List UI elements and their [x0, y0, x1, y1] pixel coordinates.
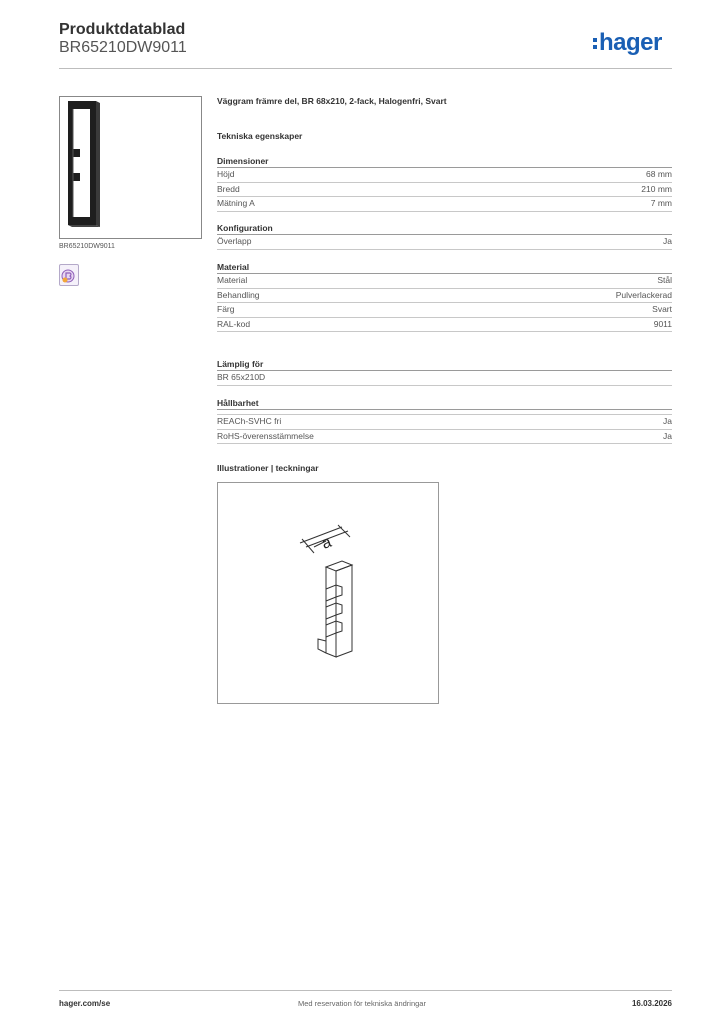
row-value: 68 mm: [646, 169, 672, 179]
row-value: 9011: [653, 318, 672, 329]
page-title: Produktdatablad: [59, 21, 186, 38]
row-label: Färg: [217, 304, 235, 314]
row-label: Behandling: [217, 289, 260, 300]
row-label: RoHS-överensstämmelse: [217, 430, 314, 441]
table-row: [217, 303, 672, 318]
row-label: Bredd: [217, 183, 240, 194]
row-label: Höjd: [217, 169, 235, 179]
section-hallbarhet: [217, 398, 672, 444]
product-frame-icon: [60, 97, 201, 238]
table-row: [217, 371, 672, 386]
illustrations-heading: Illustrationer | teckningar: [217, 463, 319, 473]
section-title: Lämplig för: [217, 359, 672, 371]
table-row: [217, 168, 672, 183]
tech-heading: Tekniska egenskaper: [217, 131, 303, 141]
row-value: Ja: [663, 430, 672, 441]
row-value: Svart: [652, 304, 672, 314]
footer-website-link[interactable]: hager.com/se: [59, 999, 111, 1008]
table-row: [217, 274, 672, 289]
row-label: BR 65x210D: [217, 372, 266, 382]
table-row: [217, 289, 672, 304]
drawing-icon: [218, 483, 438, 703]
table-row: [217, 318, 672, 333]
row-value: Pulverlackerad: [615, 289, 672, 300]
product-code: BR65210DW9011: [59, 39, 187, 56]
product-description: Väggram främre del, BR 68x210, 2-fack, Halogenfri, Svart: [217, 96, 447, 106]
row-label: REACh-SVHC fri: [217, 416, 282, 426]
technical-drawing: [217, 482, 439, 704]
section-title: Material: [217, 262, 672, 274]
row-value: Ja: [663, 416, 672, 426]
section-material: [217, 262, 672, 332]
table-row: [217, 235, 672, 250]
section-title: Dimensioner: [217, 156, 672, 168]
halogen-free-badge-icon: [59, 264, 79, 286]
row-value: Ja: [663, 236, 672, 246]
row-value: 210 mm: [641, 183, 672, 194]
footer-disclaimer: Med reservation för tekniska ändringar: [298, 999, 426, 1008]
row-value: Stål: [657, 275, 672, 285]
section-dimensioner: [217, 156, 672, 212]
footer-divider: [59, 990, 672, 991]
row-label: Överlapp: [217, 236, 252, 246]
dimension-label: a: [319, 533, 334, 553]
row-label: Material: [217, 275, 248, 285]
section-konfiguration: [217, 223, 672, 250]
table-row: [217, 183, 672, 198]
product-image-caption: BR65210DW9011: [59, 243, 115, 250]
row-label: RAL-kod: [217, 318, 251, 329]
section-lamplig-for: [217, 359, 672, 386]
hager-logo: [593, 28, 662, 58]
table-row: [217, 197, 672, 212]
table-row: [217, 430, 672, 445]
product-image: [59, 96, 202, 239]
header-divider: [59, 68, 672, 69]
row-value: 7 mm: [650, 198, 672, 208]
table-row: [217, 415, 672, 430]
logo-text: hager: [599, 29, 662, 56]
logo-dots-icon: [593, 38, 597, 49]
row-label: Mätning A: [217, 198, 255, 208]
section-title: Hållbarhet: [217, 398, 672, 410]
section-title: Konfiguration: [217, 223, 672, 235]
footer-date: 16.03.2026: [631, 999, 672, 1008]
